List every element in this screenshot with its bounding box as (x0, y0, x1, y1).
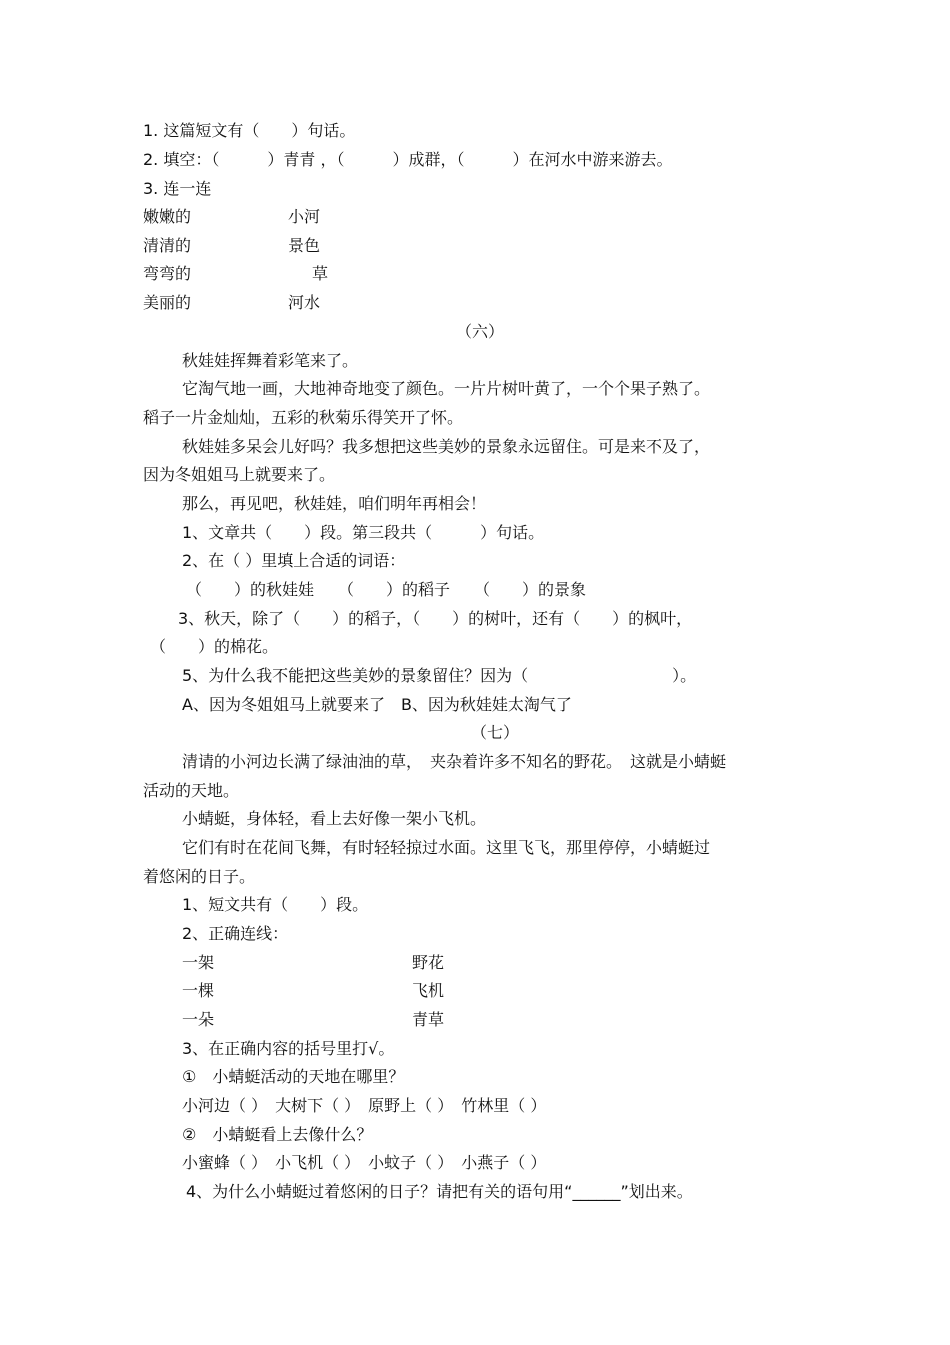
s7-question-1: 1、短文共有（ ）段。 (182, 895, 369, 914)
s7-question-3-part-1-options: 小河边（ ） 大树下（ ） 原野上（ ） 竹林里（ ） (182, 1096, 547, 1115)
s7-match-right: 飞机 (412, 981, 445, 1000)
s5-match-left: 嫩嫩的 (143, 207, 192, 226)
s7-question-2: 2、正确连线： (182, 924, 289, 943)
s5-match-left: 美丽的 (143, 293, 192, 312)
s6-question-5: 5、为什么我不能把这些美妙的景象留住？因为（ ）。 (182, 666, 697, 685)
s7-paragraph-1-cont: 活动的天地。 (143, 781, 240, 800)
s7-match-left: 一棵 (182, 981, 215, 1000)
s5-question-3: 3. 连一连 (143, 179, 212, 198)
s6-paragraph-4: 那么，再见吧，秋娃娃，咱们明年再相会！ (182, 494, 487, 513)
s6-question-3: 3、秋天，除了（ ）的稻子，（ ）的树叶，还有（ ）的枫叶， (178, 609, 693, 628)
s7-match-left: 一朵 (182, 1010, 215, 1029)
s6-question-3-cont: （ ）的棉花。 (150, 637, 279, 656)
s7-question-3-part-2: ② 小蜻蜓看上去像什么？ (182, 1125, 373, 1144)
s7-question-3: 3、在正确内容的括号里打√。 (182, 1039, 395, 1058)
s5-question-2: 2. 填空：（ ）青青 ，（ ）成群，（ ）在河水中游来游去。 (143, 150, 673, 169)
s5-match-left: 清清的 (143, 236, 192, 255)
s7-paragraph-3: 它们有时在花间飞舞，有时轻轻掠过水面。这里飞飞，那里停停，小蜻蜓过 (182, 838, 711, 857)
s7-question-3-part-2-options: 小蜜蜂（ ） 小飞机（ ） 小蚊子（ ） 小燕子（ ） (182, 1153, 547, 1172)
s6-paragraph-3-cont: 因为冬姐姐马上就要来了。 (143, 465, 336, 484)
section-7-title: （七） (471, 723, 520, 742)
s5-match-right: 草 (312, 264, 329, 283)
s5-match-right: 河水 (288, 293, 321, 312)
s5-match-right: 小河 (288, 207, 321, 226)
section-6-title: （六） (456, 322, 505, 341)
s7-paragraph-2: 小蜻蜓，身体轻，看上去好像一架小飞机。 (182, 809, 487, 828)
s6-paragraph-3: 秋娃娃多呆会儿好吗？我多想把这些美妙的景象永远留住。可是来不及了， (182, 437, 711, 456)
s7-match-right: 野花 (412, 953, 445, 972)
s6-paragraph-2-cont: 稻子一片金灿灿，五彩的秋菊乐得笑开了怀。 (143, 408, 464, 427)
s7-match-left: 一架 (182, 953, 215, 972)
s6-question-2: 2、在（ ）里填上合适的词语： (182, 551, 406, 570)
s7-paragraph-3-cont: 着悠闲的日子。 (143, 867, 256, 886)
s6-question-2-blanks: （ ）的秋娃娃 （ ）的稻子 （ ）的景象 (186, 580, 587, 599)
s5-match-right: 景色 (288, 236, 321, 255)
s7-paragraph-1: 清请的小河边长满了绿油油的草， 夹杂着许多不知名的野花。 这就是小蜻蜓 (182, 752, 727, 771)
s6-question-1: 1、文章共（ ）段。第三段共（ ）句话。 (182, 523, 545, 542)
s5-match-left: 弯弯的 (143, 264, 192, 283)
s7-match-right: 青草 (412, 1010, 445, 1029)
s7-question-3-part-1: ① 小蜻蜓活动的天地在哪里？ (182, 1067, 405, 1086)
s6-question-5-options: A、因为冬姐姐马上就要来了 B、因为秋娃娃太淘气了 (182, 695, 572, 714)
s6-paragraph-2: 它淘气地一画，大地神奇地变了颜色。一片片树叶黄了，一个个果子熟了。 (182, 379, 711, 398)
s5-question-1: 1. 这篇短文有（ ）句话。 (143, 121, 356, 140)
s7-question-4: 4、为什么小蜻蜓过着悠闲的日子？请把有关的语句用“______”划出来。 (186, 1182, 693, 1201)
s6-paragraph-1: 秋娃娃挥舞着彩笔来了。 (182, 351, 359, 370)
